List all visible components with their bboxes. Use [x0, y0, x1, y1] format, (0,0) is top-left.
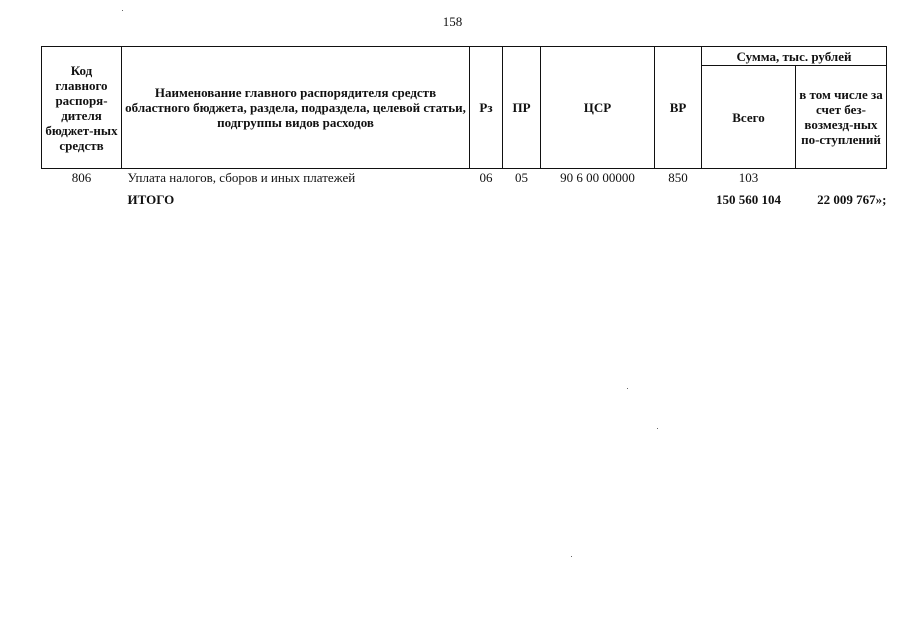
cell-including [796, 169, 887, 186]
cell-code: 806 [71, 170, 92, 185]
cell-name: Уплата налогов, сборов и иных платежей [127, 170, 356, 185]
total-label: ИТОГО [127, 192, 175, 207]
header-row-top [42, 47, 887, 66]
table-row [42, 169, 887, 186]
page-number: 158 [442, 14, 463, 29]
total-value: 150 560 104 [716, 192, 781, 207]
scan-speck [627, 388, 628, 389]
header-sum-group: Сумма, тыс. рублей [702, 47, 887, 66]
cell-rz: 06 [479, 170, 493, 185]
cell-pr: 05 [515, 170, 528, 185]
cell-vr: 850 [668, 170, 688, 185]
header-rz: Рз [470, 47, 503, 169]
scan-speck [122, 10, 123, 11]
total-including-value: 22 009 767»; [817, 192, 887, 207]
header-csr: ЦСР [541, 47, 655, 169]
budget-table [41, 46, 887, 207]
scan-speck [571, 556, 572, 557]
cell-csr: 90 6 00 00000 [560, 170, 635, 185]
total-empty-vr [655, 185, 702, 207]
total-row [42, 185, 887, 207]
scan-speck [657, 428, 658, 429]
cell-total: 103 [738, 170, 759, 185]
header-including: в том числе за счет без-возмезд-ных по-ступлений [796, 66, 887, 169]
header-vr: ВР [655, 47, 702, 169]
header-code-line-1: Код главного распоря-дителя бюджет-ных средств [45, 62, 118, 153]
total-empty-pr [503, 185, 541, 207]
header-total: Всего [702, 66, 796, 169]
header-code [42, 47, 122, 169]
total-empty-rz [470, 185, 503, 207]
total-empty-csr [541, 185, 655, 207]
total-empty-code [42, 185, 122, 207]
header-name: Наименование главного распорядителя средств областного бюджета, раздела, подраздела, целевой статьи, подгруппы видов расходов [122, 47, 470, 169]
header-pr: ПР [503, 47, 541, 169]
